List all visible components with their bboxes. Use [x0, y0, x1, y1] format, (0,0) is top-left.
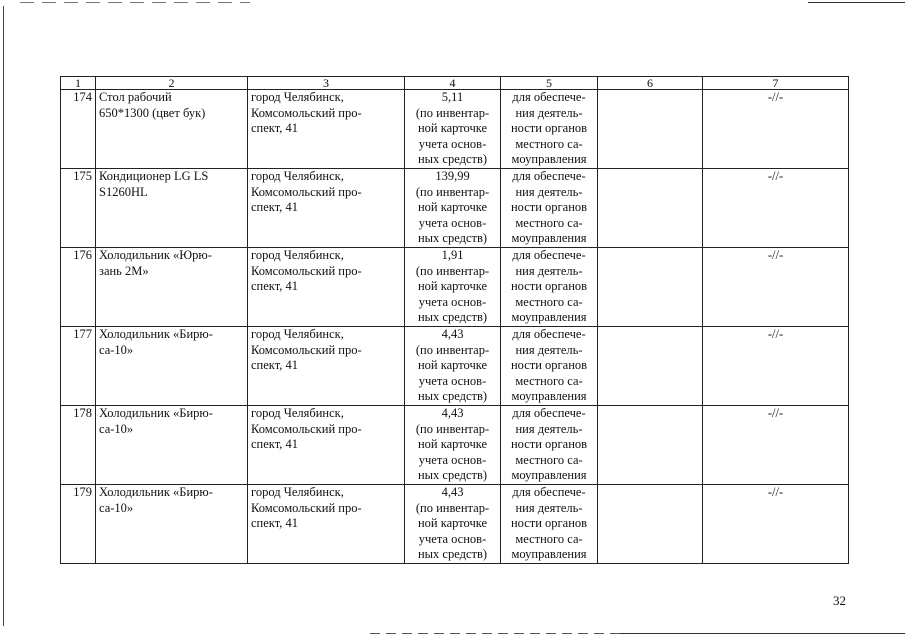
- column-7-cell: -//-: [703, 90, 849, 169]
- purpose-cell-line: моуправления: [511, 547, 587, 561]
- address-cell-line: Комсомольский про-: [251, 500, 362, 515]
- column-7-cell: -//-: [703, 485, 849, 564]
- address-cell-line: спект, 41: [251, 121, 298, 135]
- address-cell: [248, 485, 405, 564]
- column-6-cell: [598, 90, 703, 169]
- purpose-cell: [501, 327, 598, 406]
- item-name-cell-line: S1260HL: [99, 184, 148, 199]
- value-cell-line: (по инвентар-: [415, 184, 490, 199]
- item-name-cell: [96, 169, 248, 248]
- column-header-3: 3: [248, 77, 405, 90]
- item-name-cell-line: Кондиционер LG LS: [99, 169, 209, 183]
- purpose-cell: [501, 248, 598, 327]
- address-cell-line: Комсомольский про-: [251, 184, 362, 199]
- column-header-5: 5: [501, 77, 598, 90]
- value-cell: [405, 327, 501, 406]
- value-cell-line: (по инвентар-: [415, 342, 490, 357]
- table-row: [61, 169, 849, 248]
- table-body: [61, 90, 849, 564]
- table-row: [61, 327, 849, 406]
- value-cell-line: 4,43: [441, 485, 464, 499]
- purpose-cell: [501, 485, 598, 564]
- value-cell-line: ной карточке: [417, 121, 488, 135]
- scan-left-edge: [3, 6, 4, 626]
- purpose-cell-line: моуправления: [511, 468, 587, 482]
- purpose-cell-line: местного са-: [515, 136, 583, 151]
- value-cell-line: учета основ-: [418, 452, 487, 467]
- address-cell-line: город Челябинск,: [251, 248, 344, 262]
- value-cell: [405, 485, 501, 564]
- value-cell-line: ных средств): [417, 310, 488, 324]
- column-6-cell: [598, 248, 703, 327]
- purpose-cell-line: для обеспече-: [512, 327, 586, 341]
- address-cell-line: Комсомольский про-: [251, 105, 362, 120]
- item-name-cell-line: Холодильник «Бирю-: [99, 406, 213, 420]
- value-cell-line: ной карточке: [417, 200, 488, 214]
- purpose-cell-line: местного са-: [515, 294, 583, 309]
- scan-bottom-edge: [370, 633, 905, 634]
- purpose-cell-line: ности органов: [510, 121, 588, 135]
- table-row: [61, 248, 849, 327]
- address-cell-line: город Челябинск,: [251, 327, 344, 341]
- value-cell-line: ной карточке: [417, 516, 488, 530]
- value-cell-line: учета основ-: [418, 373, 487, 388]
- scan-edge-top: [0, 0, 905, 8]
- purpose-cell-line: ности органов: [510, 200, 588, 214]
- purpose-cell-line: моуправления: [511, 231, 587, 245]
- table-header: [61, 77, 849, 90]
- column-header-1: 1: [61, 77, 96, 90]
- item-name-cell: [96, 406, 248, 485]
- purpose-cell-line: для обеспече-: [512, 406, 586, 420]
- address-cell: [248, 406, 405, 485]
- value-cell-line: 1,91: [441, 248, 464, 262]
- page-number: 32: [833, 593, 846, 608]
- item-name-cell-line: са-10»: [99, 500, 134, 515]
- row-number-cell: 177: [61, 327, 96, 406]
- item-name-cell-line: зань 2М»: [99, 263, 149, 278]
- value-cell: [405, 248, 501, 327]
- row-number-cell: 174: [61, 90, 96, 169]
- value-cell-line: учета основ-: [418, 136, 487, 151]
- row-number-cell: 176: [61, 248, 96, 327]
- column-header-2: 2: [96, 77, 248, 90]
- value-cell-line: ной карточке: [417, 358, 488, 372]
- value-cell-line: ных средств): [417, 547, 488, 561]
- address-cell-line: спект, 41: [251, 358, 298, 372]
- purpose-cell-line: местного са-: [515, 373, 583, 388]
- value-cell: [405, 90, 501, 169]
- purpose-cell: [501, 169, 598, 248]
- value-cell-line: ной карточке: [417, 279, 488, 293]
- value-cell-line: ных средств): [417, 389, 488, 403]
- row-number-cell: 179: [61, 485, 96, 564]
- column-7-cell: -//-: [703, 169, 849, 248]
- purpose-cell-line: ности органов: [510, 358, 588, 372]
- address-cell: [248, 169, 405, 248]
- value-cell-line: (по инвентар-: [415, 421, 490, 436]
- column-7-cell: -//-: [703, 248, 849, 327]
- address-cell-line: Комсомольский про-: [251, 421, 362, 436]
- value-cell: [405, 406, 501, 485]
- purpose-cell-line: ния деятель-: [515, 184, 583, 199]
- table-row: [61, 406, 849, 485]
- purpose-cell-line: для обеспече-: [512, 169, 586, 183]
- item-name-cell-line: 650*1300 (цвет бук): [99, 105, 206, 120]
- value-cell-line: ных средств): [417, 152, 488, 166]
- purpose-cell-line: ния деятель-: [515, 105, 583, 120]
- purpose-cell-line: для обеспече-: [512, 90, 586, 104]
- address-cell-line: Комсомольский про-: [251, 342, 362, 357]
- value-cell-line: ных средств): [417, 231, 488, 245]
- address-cell: [248, 248, 405, 327]
- column-header-4: 4: [405, 77, 501, 90]
- address-cell-line: город Челябинск,: [251, 169, 344, 183]
- header-row: [61, 77, 849, 90]
- column-6-cell: [598, 169, 703, 248]
- address-cell-line: спект, 41: [251, 437, 298, 451]
- value-cell: [405, 169, 501, 248]
- address-cell-line: спект, 41: [251, 279, 298, 293]
- value-cell-line: ной карточке: [417, 437, 488, 451]
- item-name-cell: [96, 485, 248, 564]
- address-cell-line: город Челябинск,: [251, 485, 344, 499]
- value-cell-line: (по инвентар-: [415, 263, 490, 278]
- column-6-cell: [598, 406, 703, 485]
- value-cell-line: учета основ-: [418, 531, 487, 546]
- purpose-cell-line: для обеспече-: [512, 248, 586, 262]
- address-cell-line: город Челябинск,: [251, 406, 344, 420]
- address-cell-line: спект, 41: [251, 200, 298, 214]
- column-6-cell: [598, 485, 703, 564]
- value-cell-line: учета основ-: [418, 294, 487, 309]
- purpose-cell-line: моуправления: [511, 152, 587, 166]
- table-row: [61, 90, 849, 169]
- column-7-cell: -//-: [703, 406, 849, 485]
- purpose-cell: [501, 406, 598, 485]
- item-name-cell-line: Холодильник «Бирю-: [99, 485, 213, 499]
- value-cell-line: (по инвентар-: [415, 105, 490, 120]
- value-cell-line: (по инвентар-: [415, 500, 490, 515]
- address-cell: [248, 327, 405, 406]
- column-header-6: 6: [598, 77, 703, 90]
- item-name-cell: [96, 90, 248, 169]
- value-cell-line: 4,43: [441, 327, 464, 341]
- row-number-cell: 178: [61, 406, 96, 485]
- purpose-cell: [501, 90, 598, 169]
- purpose-cell-line: моуправления: [511, 310, 587, 324]
- purpose-cell-line: ности органов: [510, 279, 588, 293]
- value-cell-line: 4,43: [441, 406, 464, 420]
- column-7-cell: -//-: [703, 327, 849, 406]
- purpose-cell-line: ности органов: [510, 516, 588, 530]
- address-cell-line: город Челябинск,: [251, 90, 344, 104]
- item-name-cell-line: Холодильник «Бирю-: [99, 327, 213, 341]
- value-cell-line: ных средств): [417, 468, 488, 482]
- purpose-cell-line: для обеспече-: [512, 485, 586, 499]
- item-name-cell-line: са-10»: [99, 342, 134, 357]
- purpose-cell-line: местного са-: [515, 215, 583, 230]
- value-cell-line: 139,99: [435, 169, 470, 183]
- column-6-cell: [598, 327, 703, 406]
- address-cell-line: Комсомольский про-: [251, 263, 362, 278]
- item-name-cell-line: са-10»: [99, 421, 134, 436]
- item-name-cell-line: Стол рабочий: [99, 90, 172, 104]
- purpose-cell-line: ния деятель-: [515, 421, 583, 436]
- table-row: [61, 485, 849, 564]
- purpose-cell-line: местного са-: [515, 452, 583, 467]
- purpose-cell-line: ния деятель-: [515, 500, 583, 515]
- address-cell-line: спект, 41: [251, 516, 298, 530]
- purpose-cell-line: ности органов: [510, 437, 588, 451]
- value-cell-line: учета основ-: [418, 215, 487, 230]
- address-cell: [248, 90, 405, 169]
- purpose-cell-line: моуправления: [511, 389, 587, 403]
- purpose-cell-line: ния деятель-: [515, 342, 583, 357]
- row-number-cell: 175: [61, 169, 96, 248]
- item-name-cell: [96, 248, 248, 327]
- purpose-cell-line: местного са-: [515, 531, 583, 546]
- column-header-7: 7: [703, 77, 849, 90]
- purpose-cell-line: ния деятель-: [515, 263, 583, 278]
- value-cell-line: 5,11: [441, 90, 464, 104]
- item-name-cell: [96, 327, 248, 406]
- item-name-cell-line: Холодильник «Юрю-: [99, 248, 212, 262]
- property-register-table: [60, 76, 849, 564]
